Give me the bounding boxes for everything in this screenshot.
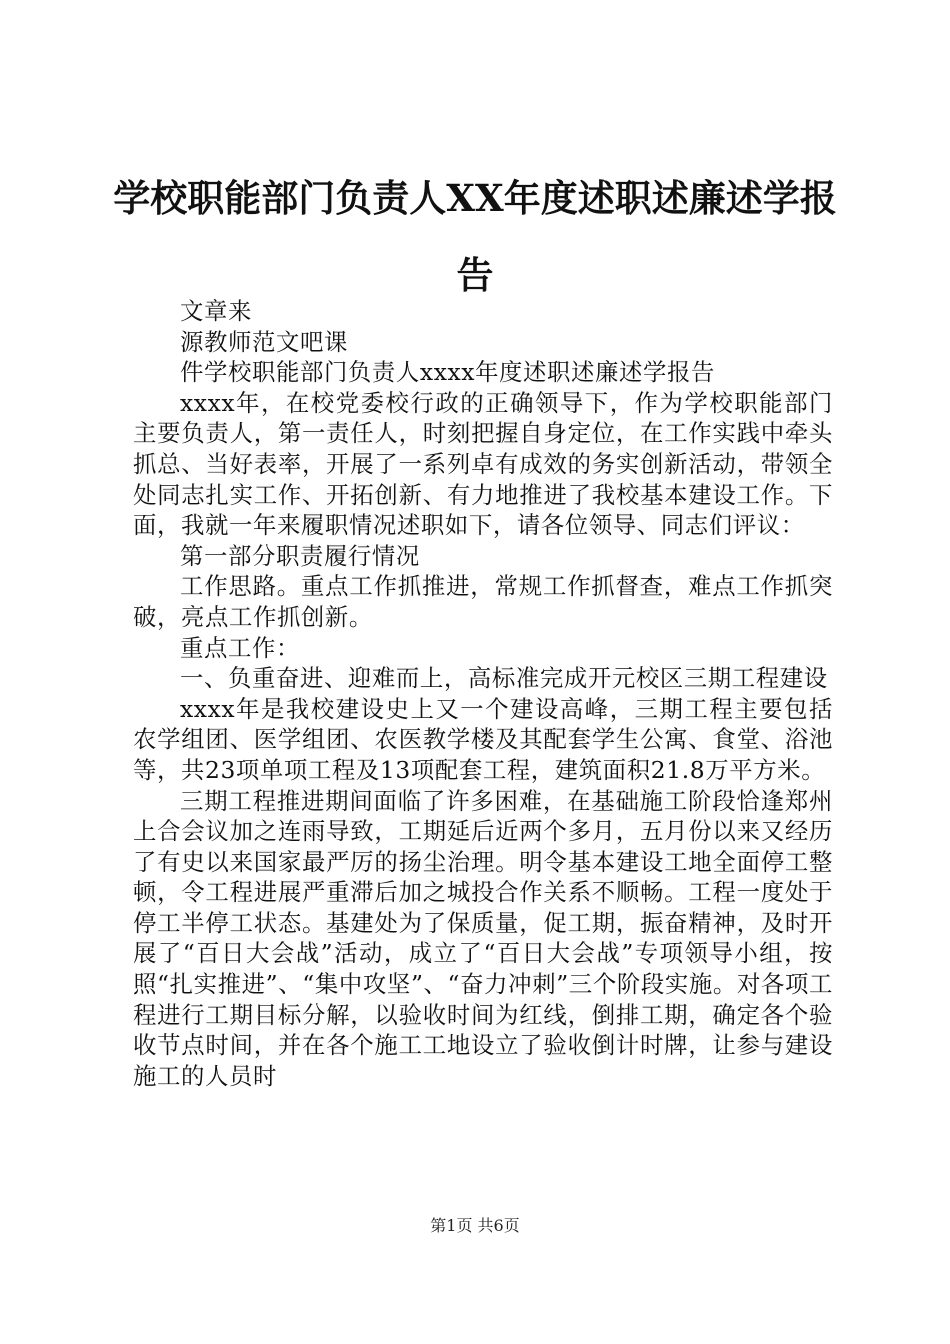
document-title: 学校职能部门负责人XX年度述职述廉述学报告 [113,176,837,297]
body-paragraph: 件学校职能部门负责人xxxx年度述职述廉述学报告 [180,358,715,387]
body-paragraph: 三期工程推进期间面临了许多困难，在基础施工阶段恰逢郑州上合会议加之连雨导致，工期延后近两个多月，五月份以来又经历了有史以来国家最严厉的扬尘治理。明令基本建设工地全面停工整顿，令工程进展严重滞后加之城投合作关系不顺畅。工程一度处于停工半停工状态。基建处为了保质量，促工期，振奋精神，及时开展了“百日大会战”活动，成立了“百日大会战”专项领导小组，按照“扎实推进”、“集中攻坚”、“奋力冲刺”三个阶段实施。对各项工程进行工期目标分解，以验收时间为红线，倒排工期，确定各个验收节点时间，并在各个施工工地设立了验收倒计时牌，让参与建设施工的人员时 [133,786,833,1090]
body-paragraph: xxxx年是我校建设史上又一个建设高峰，三期工程主要包括农学组团、医学组团、农医教学楼及其配套学生公寓、食堂、浴池等，共23项单项工程及13项配套工程，建筑面积21.8万平方米。 [133,694,833,784]
body-paragraph: xxxx年，在校党委校行政的正确领导下，作为学校职能部门主要负责人，第一责任人，时刻把握自身定位，在工作实践中牵头抓总、当好表率，开展了一系列卓有成效的务实创新活动，带领全处同志扎实工作、开拓创新、有力地推进了我校基本建设工作。下面，我就一年来履职情况述职如下，请各位领导、同志们评议： [133,388,833,540]
document-body [133,296,833,1091]
body-paragraph: 工作思路。重点工作抓推进，常规工作抓督查，难点工作抓突破，亮点工作抓创新。 [133,572,833,631]
page-footer: 第1页 共6页 [430,1216,520,1235]
section-heading: 重点工作： [180,633,300,662]
body-paragraph: 文章来 [180,297,252,325]
section-heading: 一、负重奋进、迎难而上，高标准完成开元校区三期工程建设 [180,664,828,693]
body-paragraph: 源教师范文吧课 [180,327,348,356]
section-heading: 第一部分职责履行情况 [180,541,420,570]
